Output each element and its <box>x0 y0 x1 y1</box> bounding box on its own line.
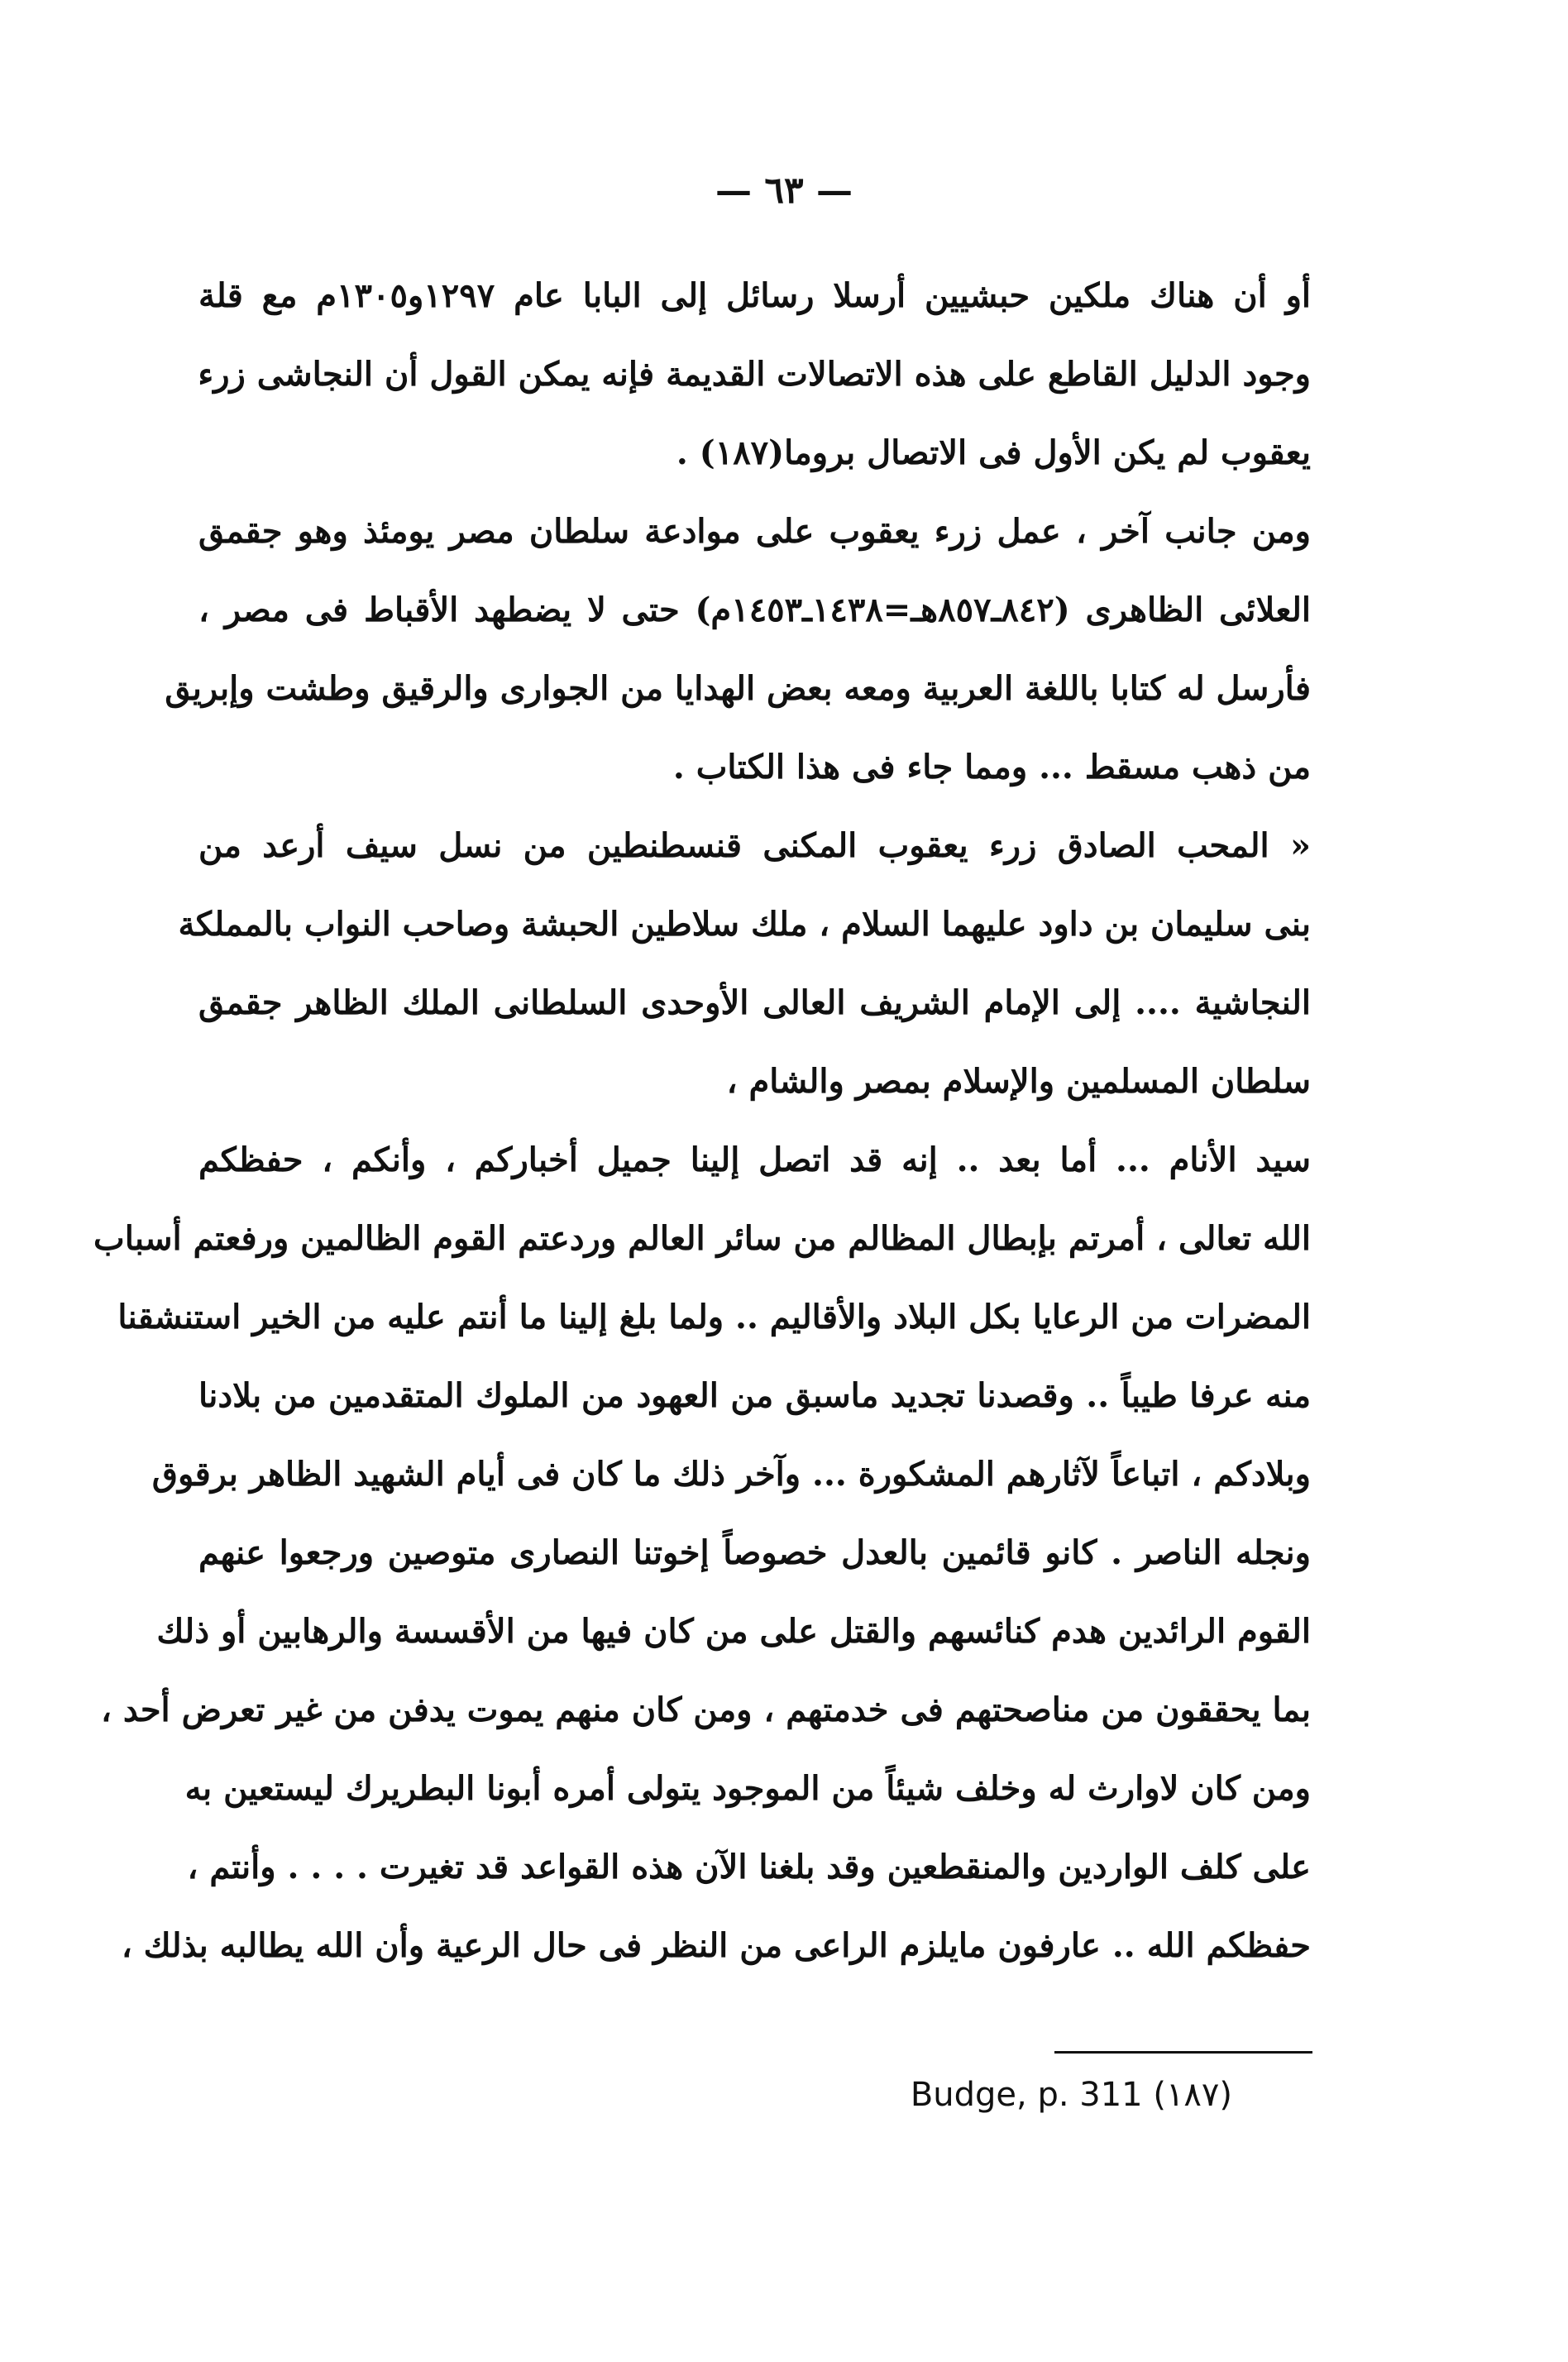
text-line: المضرات من الرعايا بكل البلاد والأقاليم .. ولما بلغ إلينا ما أنتم عليه من الخير استنشقنا <box>117 1298 1311 1336</box>
footnote-marker: (١٨٧) <box>1153 2076 1232 2114</box>
text-line: الله تعالى ، أمرتم بإبطال المظالم من سائر العالم وردعتم القوم الظالمين ورفعتم أسباب <box>93 1219 1311 1258</box>
text-line: وبلادكم ، اتباعاً لآثارهم المشكورة ... وآخر ذلك ما كان فى أيام الشهيد الظاهر برقوق <box>151 1455 1311 1494</box>
body-text <box>93 256 1311 1985</box>
page-number: — ٦٣ — <box>715 170 853 212</box>
text-line: وجود الدليل القاطع على هذه الاتصالات القديمة فإنه يمكن القول أن النجاشى زرء <box>198 355 1311 394</box>
text-line: سيد الأنام ... أما بعد .. إنه قد اتصل إلينا جميل أخباركم ، وأنكم ، حفظكم <box>198 1140 1311 1179</box>
text-line: يعقوب لم يكن الأول فى الاتصال بروما(١٨٧) . <box>676 433 1311 472</box>
text-line: ومن جانب آخر ، عمل زرء يعقوب على موادعة سلطان مصر يومئذ وهو جقمق <box>198 512 1311 551</box>
text-line: العلائى الظاهرى (٨٤٢ـ٨٥٧هـ=١٤٣٨ـ١٤٥٣م) حتى لا يضطهد الأقباط فى مصر ، <box>198 590 1311 629</box>
text-line: حفظكم الله .. عارفون مايلزم الراعى من النظر فى حال الرعية وأن الله يطالبه بذلك ، <box>121 1926 1311 1965</box>
footnote-divider <box>1054 2051 1312 2054</box>
text-line: بما يحققون من مناصحتهم فى خدمتهم ، ومن كان منهم يموت يدفن من غير تعرض أحد ، <box>100 1690 1311 1729</box>
text-line: فأرسل له كتابا باللغة العربية ومعه بعض الهدايا من الجوارى والرقيق وطشت وإبريق <box>165 669 1311 708</box>
footnote <box>827 2076 1232 2114</box>
text-line: « المحب الصادق زرء يعقوب المكنى قنسطنطين من نسل سيف أرعد من <box>198 826 1311 865</box>
text-line: القوم الرائدين هدم كنائسهم والقتل على من كان فيها من الأقسسة والرهابين أو ذلك <box>156 1612 1311 1651</box>
text-line: سلطان المسلمين والإسلام بمصر والشام ، <box>726 1062 1311 1101</box>
text-line: على كلف الواردين والمنقطعين وقد بلغنا الآن هذه القواعد قد تغيرت . . . . وأنتم ، <box>187 1848 1311 1886</box>
text-line: منه عرفا طيباً .. وقصدنا تجديد ماسبق من العهود من الملوك المتقدمين من بلادنا <box>198 1376 1311 1415</box>
footnote-reference: Budge, p. 311 <box>910 2076 1143 2114</box>
text-line: بنى سليمان بن داود عليهما السلام ، ملك سلاطين الحبشة وصاحب النواب بالمملكة <box>178 905 1311 944</box>
text-line: من ذهب مسقط ... ومما جاء فى هذا الكتاب . <box>672 748 1311 787</box>
text-line: ونجله الناصر . كانو قائمين بالعدل خصوصاً إخوتنا النصارى متوصين ورجعوا عنهم <box>198 1533 1311 1572</box>
text-line: أو أن هناك ملكين حبشيين أرسلا رسائل إلى البابا عام ١٢٩٧و١٣٠٥م مع قلة <box>198 276 1311 315</box>
text-line: النجاشية .... إلى الإمام الشريف العالى الأوحدى السلطانى الملك الظاهر جقمق <box>198 983 1311 1022</box>
text-line: ومن كان لاوارث له وخلف شيئاً من الموجود يتولى أمره أبونا البطريرك ليستعين به <box>184 1769 1311 1808</box>
